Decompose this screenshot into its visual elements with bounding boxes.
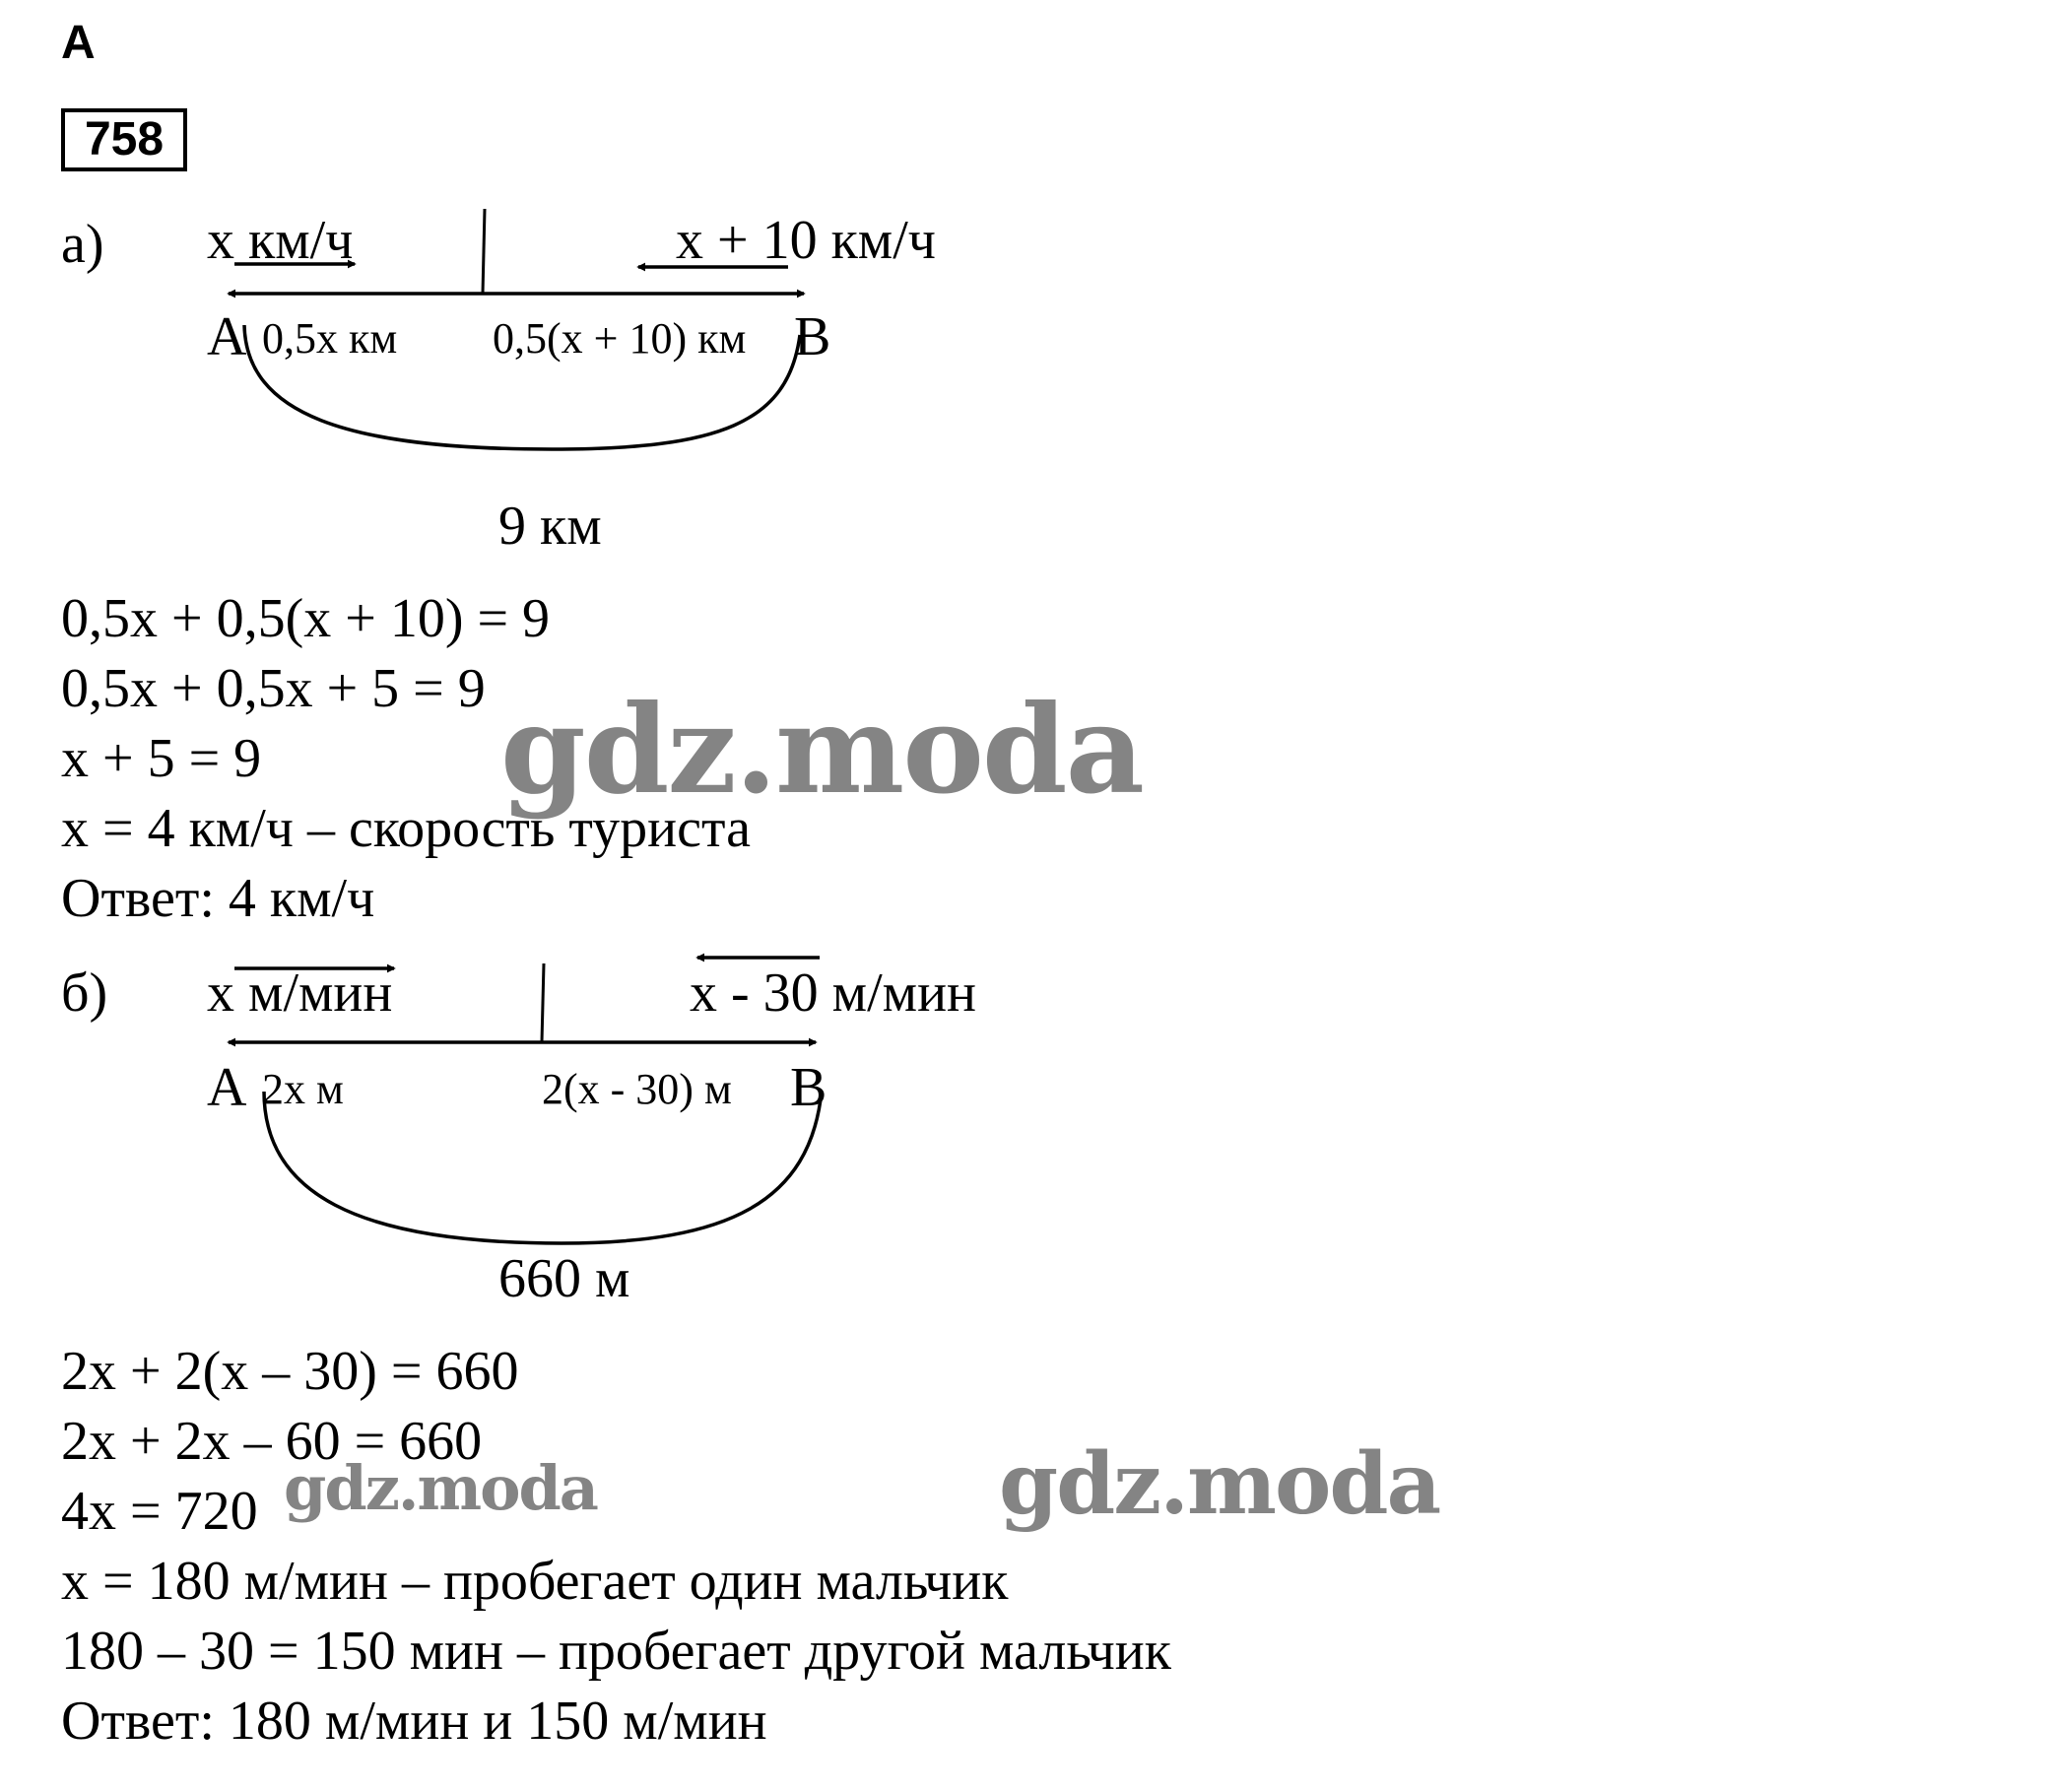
part-a-label: а): [61, 214, 104, 275]
b-total-brace: [264, 1092, 822, 1243]
b-point-b: B: [790, 1057, 827, 1118]
problem-number: 758: [61, 108, 187, 171]
b-solution-line-3: 4x = 720: [61, 1481, 258, 1542]
a-point-a: A: [207, 306, 247, 367]
a-speed-right: x + 10 км/ч: [676, 210, 936, 271]
a-meeting-tick: [483, 209, 485, 294]
watermark-large: gdz.moda: [500, 679, 1143, 822]
watermark-medium: gdz.moda: [999, 1434, 1440, 1534]
a-solution-line-3: x + 5 = 9: [61, 728, 262, 789]
b-solution-line-5: 180 – 30 = 150 мин – пробегает другой мальчик: [61, 1621, 1171, 1682]
b-solution-line-1: 2x + 2(x – 30) = 660: [61, 1341, 519, 1402]
b-meeting-tick: [542, 963, 544, 1042]
a-solution-line-2: 0,5x + 0,5x + 5 = 9: [61, 658, 486, 719]
b-dist-right: 2(x - 30) м: [542, 1065, 732, 1113]
a-solution-line-4: x = 4 км/ч – скорость туриста: [61, 798, 751, 859]
b-speed-right: x - 30 м/мин: [690, 962, 977, 1024]
b-answer: Ответ: 180 м/мин и 150 м/мин: [61, 1691, 767, 1752]
b-solution-line-4: x = 180 м/мин – пробегает один мальчик: [61, 1551, 1009, 1612]
section-letter: А: [61, 17, 96, 69]
b-solution-line-2: 2x + 2x – 60 = 660: [61, 1411, 483, 1472]
part-b-label: б): [61, 962, 108, 1024]
a-point-b: B: [794, 306, 831, 367]
a-dist-right: 0,5(x + 10) км: [493, 314, 747, 363]
b-dist-left: 2x м: [262, 1065, 344, 1113]
a-total: 9 км: [498, 496, 602, 557]
b-speed-left: x м/мин: [207, 962, 393, 1024]
a-speed-left: x км/ч: [207, 210, 354, 271]
a-dist-left: 0,5x км: [262, 314, 398, 363]
b-point-a: A: [207, 1057, 247, 1118]
watermark-small: gdz.moda: [284, 1452, 597, 1524]
a-answer: Ответ: 4 км/ч: [61, 868, 375, 929]
a-solution-line-1: 0,5x + 0,5(x + 10) = 9: [61, 588, 551, 649]
b-total: 660 м: [498, 1248, 630, 1309]
